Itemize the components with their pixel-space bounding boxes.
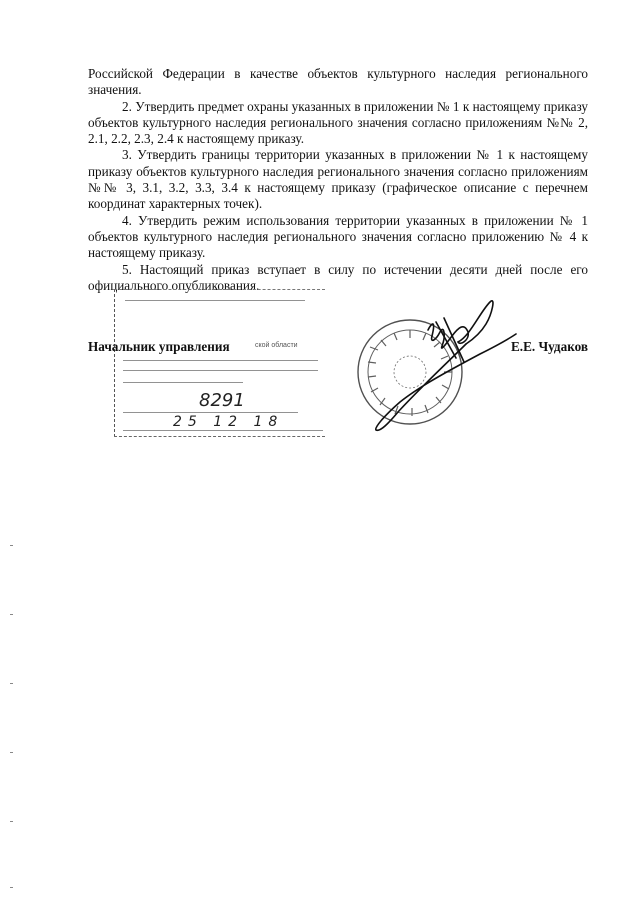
paragraph-3: 3. Утвердить границы территории указанных в приложении № 1 к настоящему приказу объектов культурного наследия регионального значения согласно приложениям №№ 3, 3.1, 3.2, 3.3, 3.4 к настоящему приказу (графическое описание с перечнем координат характерных точек). [88, 147, 588, 212]
document-body [88, 66, 588, 294]
signatory-title: Начальник управления [88, 339, 230, 354]
paragraph-5: 5. Настоящий приказ вступает в силу по истечении десяти дней после его официального опубликования. [88, 261, 588, 293]
scan-mark [10, 614, 13, 615]
registration-stamp [114, 289, 325, 437]
scan-mark [10, 752, 13, 753]
stamp-registration-number: 8291 [199, 390, 245, 411]
paragraph-2: 2. Утвердить предмет охраны указанных в приложении № 1 к настоящему приказу объектов культурного наследия регионального значения согласно приложениям №№ 2, 2.1, 2.2, 2.3, 2.4 к настоящему приказу. [88, 98, 588, 147]
stamp-registration-date: 25 12 18 [173, 414, 284, 430]
stamp-region-text: ской области [255, 342, 298, 349]
scan-mark [10, 887, 13, 888]
official-seal [340, 292, 520, 442]
paragraph-1: Российской Федерации в качестве объектов культурного наследия регионального значения. [88, 66, 588, 98]
scan-mark [10, 545, 13, 546]
signatory-name: Е.Е. Чудаков [511, 339, 588, 354]
scan-mark [10, 683, 13, 684]
scan-mark [10, 821, 13, 822]
paragraph-4: 4. Утвердить режим использования территории указанных в приложении № 1 объектов культурного наследия регионального значения согласно приложению № 4 к настоящему приказу. [88, 212, 588, 261]
